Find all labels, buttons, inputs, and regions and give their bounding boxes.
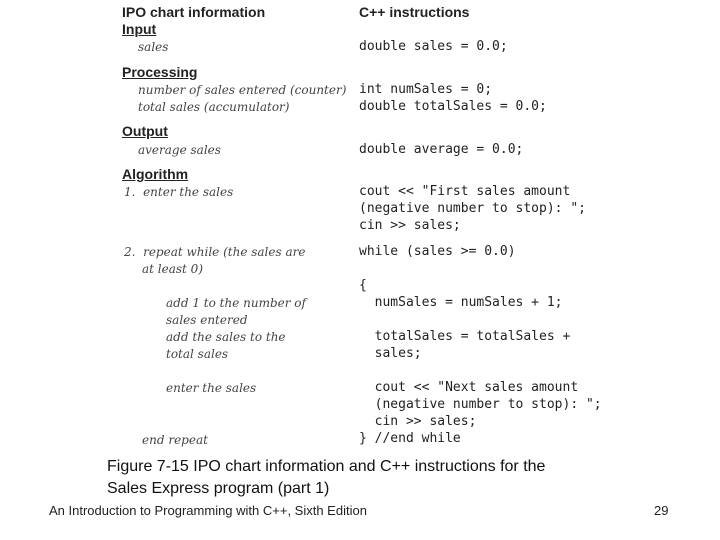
algorithm-substep: total sales [166,347,229,361]
figure-caption-line2: Sales Express program (part 1) [107,480,330,497]
code-line: cin >> sales; [359,414,477,429]
book-title-footer: An Introduction to Programming with C++, Sixth Edition [49,503,367,518]
algorithm-heading: Algorithm [122,166,189,182]
code-line: { [359,278,367,293]
processing-item: number of sales entered (counter) [138,83,347,97]
code-line: cout << "First sales amount [359,184,571,199]
code-line: double sales = 0.0; [359,39,508,54]
algorithm-substep: add the sales to the [166,330,286,344]
algorithm-substep: add 1 to the number of [166,296,306,310]
output-item: average sales [138,143,221,157]
algorithm-end: end repeat [142,433,208,447]
input-item: sales [138,40,169,54]
code-line: (negative number to stop): "; [359,397,602,412]
algorithm-step: 2. repeat while (the sales are [124,245,306,259]
code-line: while (sales >= 0.0) [359,244,516,259]
code-line: numSales = numSales + 1; [359,295,563,310]
processing-heading: Processing [122,64,198,80]
ipo-header: IPO chart information [122,4,266,20]
figure-caption-line1: Figure 7-15 IPO chart information and C++ instructions for the [107,458,546,475]
code-line: cout << "Next sales amount [359,380,579,395]
algorithm-substep: sales entered [166,313,248,327]
input-heading: Input [122,21,157,37]
cpp-header: C++ instructions [359,4,470,20]
algorithm-substep: enter the sales [166,381,257,395]
algorithm-step: 1. enter the sales [124,185,234,199]
processing-item: total sales (accumulator) [138,100,290,114]
code-line: cin >> sales; [359,218,461,233]
code-line: double totalSales = 0.0; [359,99,547,114]
code-line: (negative number to stop): "; [359,201,586,216]
algorithm-step: at least 0) [142,262,203,276]
code-line: int numSales = 0; [359,82,493,97]
code-line: double average = 0.0; [359,142,524,157]
code-line: sales; [359,346,422,361]
code-line: totalSales = totalSales + [359,329,571,344]
page-number: 29 [654,503,669,518]
output-heading: Output [122,123,168,139]
code-line: } //end while [359,431,461,446]
